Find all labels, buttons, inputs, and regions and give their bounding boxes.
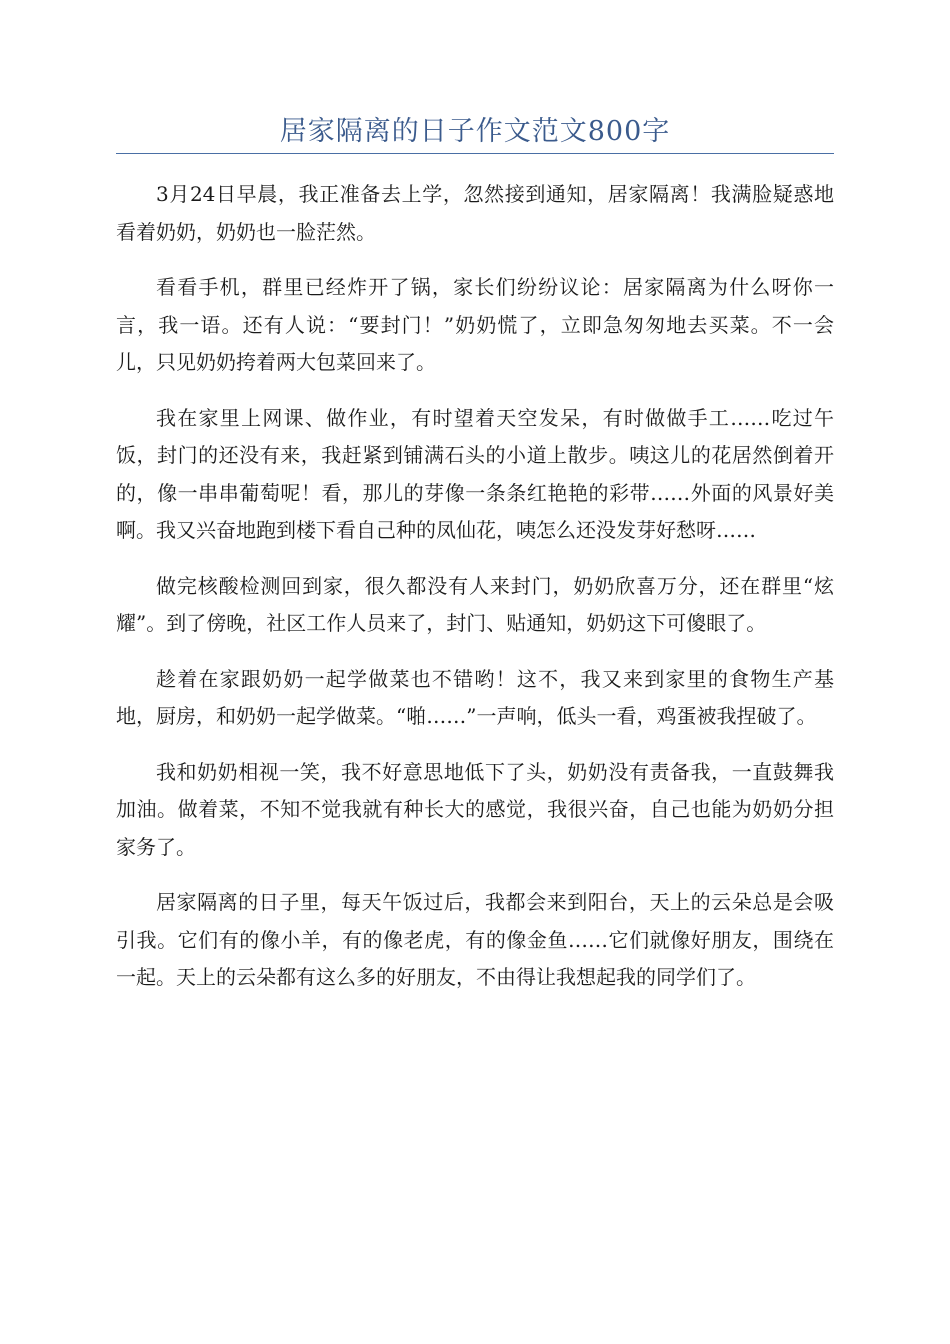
- article-body: [116, 176, 834, 997]
- paragraph-7: 居家隔离的日子里，每天午饭过后，我都会来到阳台，天上的云朵总是会吸引我。它们有的像小羊，有的像老虎，有的像金鱼……它们就像好朋友，围绕在一起。天上的云朵都有这么多的好朋友，不由得让我想起我的同学们了。: [116, 890, 834, 989]
- title-divider: [116, 153, 834, 154]
- paragraph-2: 看看手机，群里已经炸开了锅，家长们纷纷议论：居家隔离为什么呀你一言，我一语。还有人说：“要封门！”奶奶慌了，立即急匆匆地去买菜。不一会儿，只见奶奶挎着两大包菜回来了。: [116, 275, 834, 374]
- paragraph-6: 我和奶奶相视一笑，我不好意思地低下了头，奶奶没有责备我，一直鼓舞我加油。做着菜，不知不觉我就有种长大的感觉，我很兴奋，自己也能为奶奶分担家务了。: [116, 759, 834, 859]
- paragraph-3: 我在家里上网课、做作业，有时望着天空发呆，有时做做手工……吃过午饭，封门的还没有来，我赶紧到铺满石头的小道上散步。咦这儿的花居然倒着开的，像一串串葡萄呢！看，那儿的芽像一条条红艳艳的彩带……外面的风景好美啊。我又兴奋地跑到楼下看自己种的凤仙花，咦怎么还没发芽好愁呀……: [116, 405, 834, 542]
- page-title: 居家隔离的日子作文范文800字: [279, 116, 671, 147]
- document-page: [116, 112, 834, 1015]
- paragraph-4: 做完核酸检测回到家，很久都没有人来封门，奶奶欣喜万分，还在群里“炫耀”。到了傍晚，社区工作人员来了，封门、贴通知，奶奶这下可傻眼了。: [116, 573, 834, 635]
- paragraph-5: 趁着在家跟奶奶一起学做菜也不错哟！这不，我又来到家里的食物生产基地，厨房，和奶奶一起学做菜。“啪……”一声响，低头一看，鸡蛋被我捏破了。: [116, 666, 834, 728]
- paragraph-1: 3月24日早晨，我正准备去上学，忽然接到通知，居家隔离！我满脸疑惑地看着奶奶，奶奶也一脸茫然。: [116, 182, 834, 244]
